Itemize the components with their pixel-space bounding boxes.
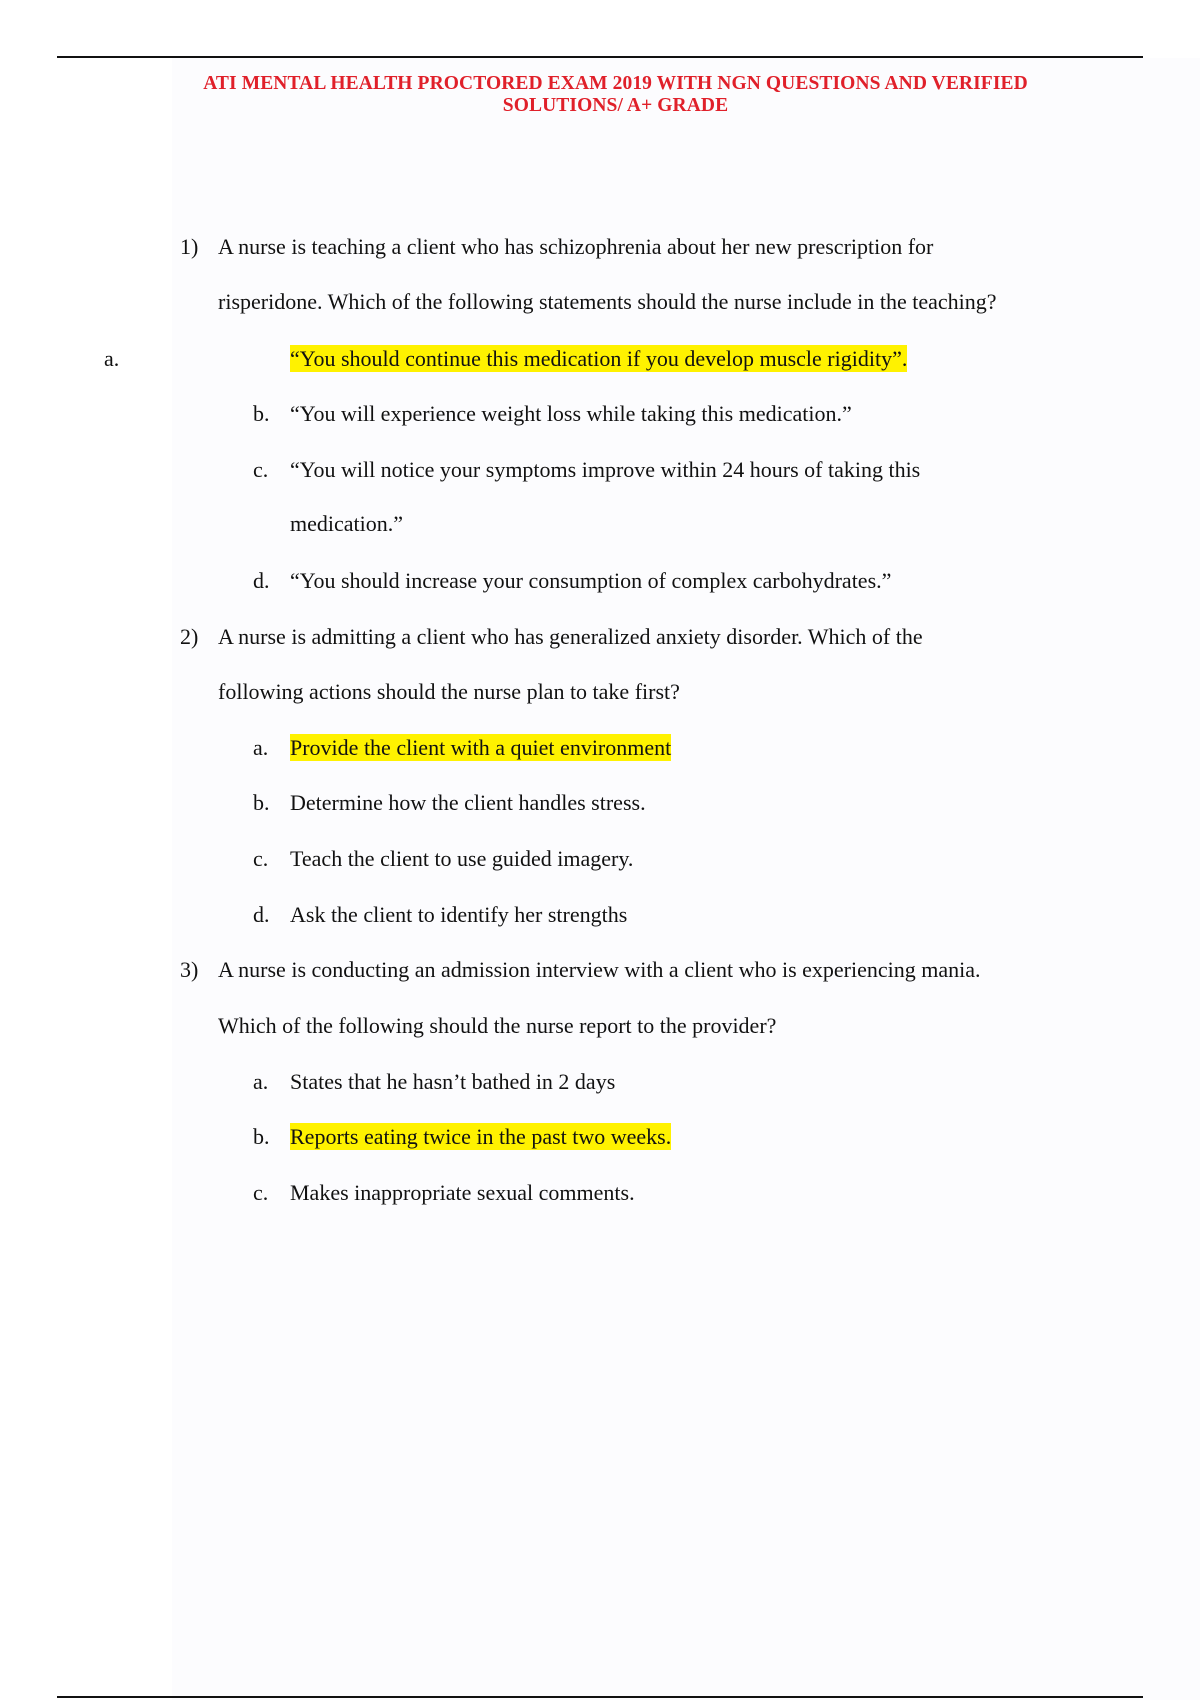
option-letter: b. [253, 1124, 270, 1149]
question-stem-line: A nurse is teaching a client who has schizophrenia about her new prescription for [218, 234, 934, 259]
answer-highlight: Reports eating twice in the past two weeks. [290, 1124, 672, 1149]
option-letter: a. [104, 346, 120, 371]
question-number: 2) [180, 624, 199, 649]
option-letter: a. [253, 735, 269, 760]
option-text[interactable]: Makes inappropriate sexual comments. [290, 1180, 635, 1205]
option-letter: a. [253, 1069, 269, 1094]
question-number: 3) [180, 957, 199, 982]
title-line-1: ATI MENTAL HEALTH PROCTORED EXAM 2019 WITH NGN QUESTIONS AND VERIFIED [203, 73, 1028, 94]
question-stem-line: following actions should the nurse plan to take first? [218, 679, 680, 704]
option-text[interactable]: “You should increase your consumption of complex carbohydrates.” [290, 568, 892, 593]
question-number: 1) [180, 234, 199, 259]
option-letter: b. [253, 790, 270, 815]
option-text[interactable]: Determine how the client handles stress. [290, 790, 646, 815]
option-text[interactable] [290, 733, 671, 763]
answer-highlight: Provide the client with a quiet environment [290, 735, 672, 760]
question-stem-line: A nurse is admitting a client who has generalized anxiety disorder. Which of the [218, 624, 923, 649]
answer-highlight: “You should continue this medication if you develop muscle rigidity”. [290, 346, 908, 371]
option-text-continued[interactable]: medication.” [290, 511, 404, 536]
option-text[interactable]: Teach the client to use guided imagery. [290, 846, 634, 871]
option-letter: c. [253, 457, 269, 482]
question-stem-line: risperidone. Which of the following statements should the nurse include in the teaching? [218, 289, 997, 314]
question-stem-line: Which of the following should the nurse report to the provider? [218, 1013, 777, 1038]
bottom-rule [57, 1696, 1143, 1698]
option-text[interactable]: Ask the client to identify her strengths [290, 902, 628, 927]
option-letter: d. [253, 568, 270, 593]
option-text[interactable]: “You will notice your symptoms improve within 24 hours of taking this [290, 457, 921, 482]
option-text[interactable] [290, 1122, 671, 1152]
option-text[interactable]: “You will experience weight loss while taking this medication.” [290, 401, 852, 426]
option-text[interactable] [290, 344, 907, 374]
option-letter: b. [253, 401, 270, 426]
option-letter: c. [253, 846, 269, 871]
top-rule [57, 56, 1143, 58]
option-letter: d. [253, 902, 270, 927]
title-line-2: SOLUTIONS/ A+ GRADE [502, 95, 729, 116]
document-title [150, 73, 1081, 117]
option-text[interactable]: States that he hasn’t bathed in 2 days [290, 1069, 616, 1094]
option-letter: c. [253, 1180, 269, 1205]
question-stem-line: A nurse is conducting an admission interview with a client who is experiencing mania. [218, 957, 981, 982]
